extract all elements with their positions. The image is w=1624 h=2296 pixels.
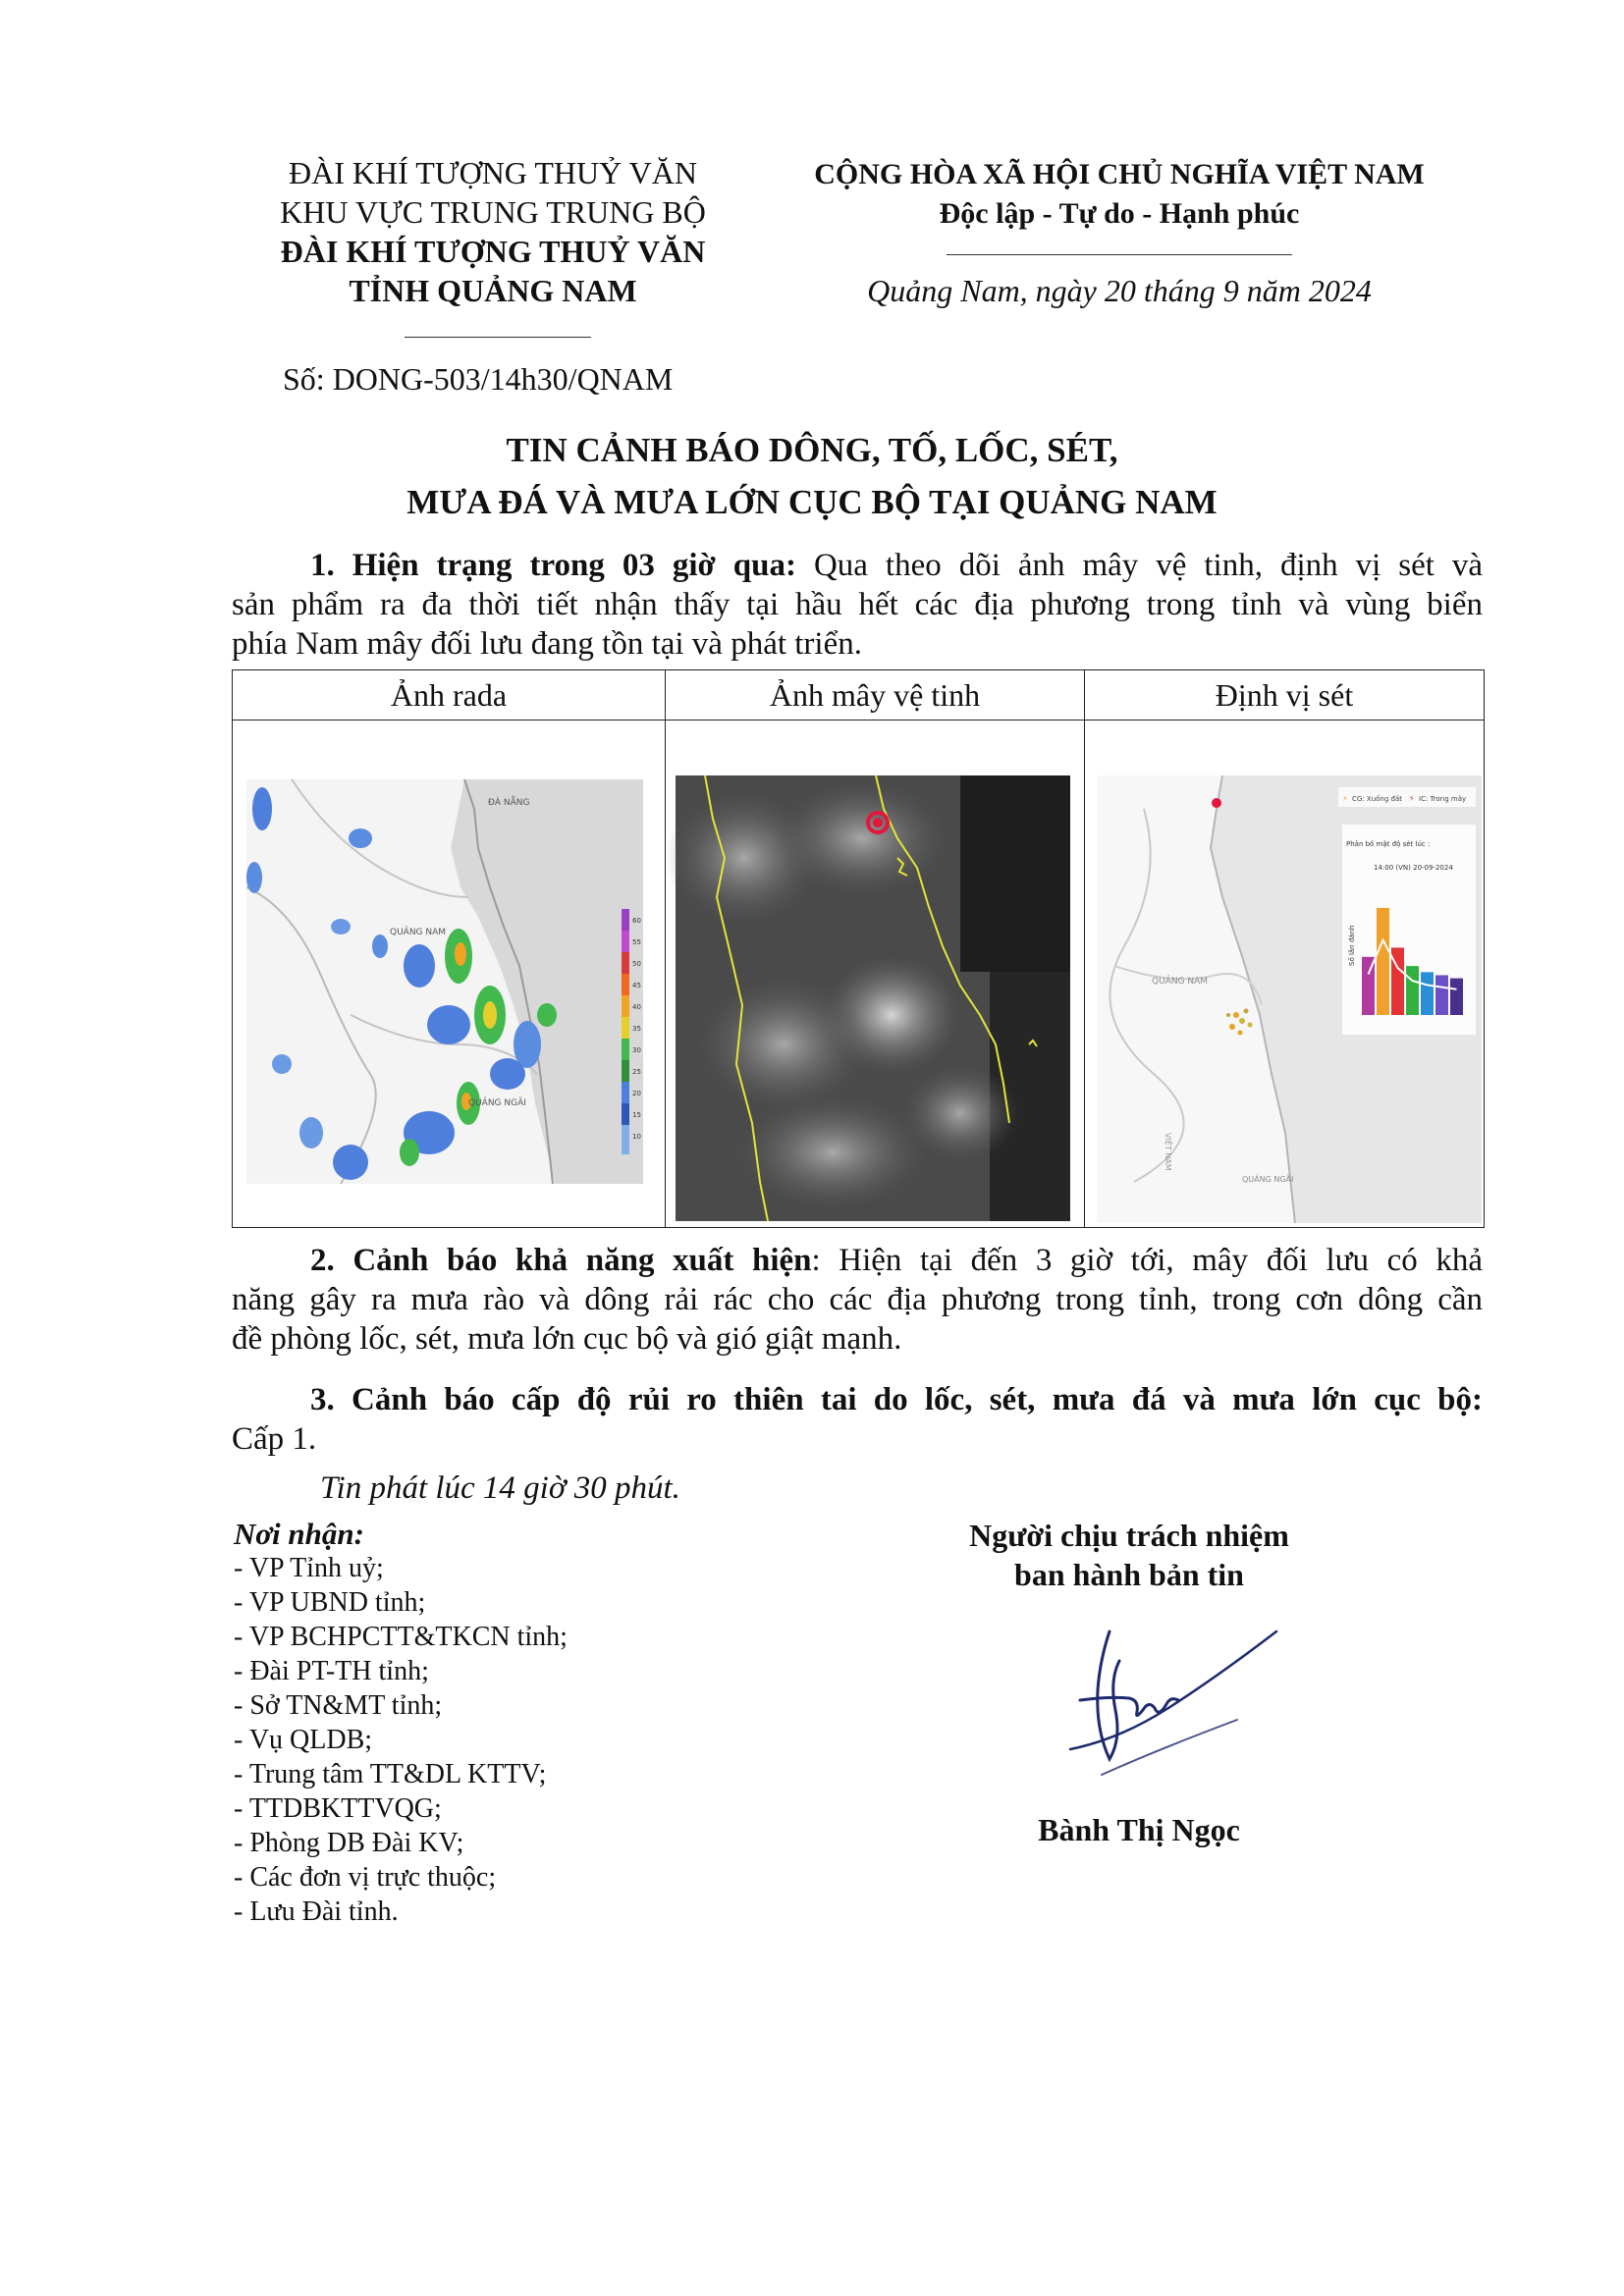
density-bar bbox=[1406, 966, 1419, 1015]
risk-level-value: Cấp 1. bbox=[232, 1421, 317, 1457]
radar-scale-tick: 35 bbox=[632, 1025, 641, 1033]
signer-title-line1: Người chịu trách nhiệm bbox=[969, 1518, 1289, 1553]
satellite-image-cell bbox=[666, 721, 1085, 1228]
recipient-item: - Trung tâm TT&DL KTTV; bbox=[234, 1759, 547, 1789]
section2-heading: 2. Cảnh báo khả năng xuất hiện bbox=[310, 1243, 812, 1278]
radar-scale-tick: 45 bbox=[632, 982, 641, 989]
section1-heading: 1. Hiện trạng trong 03 giờ qua: bbox=[310, 548, 796, 583]
legend-ic: IC: Trong mây bbox=[1419, 795, 1467, 803]
recipient-item: - Đài PT-TH tỉnh; bbox=[234, 1656, 429, 1686]
section1-text-1: Qua theo dõi ảnh mây vệ tinh, định vị sét và bbox=[813, 548, 1484, 583]
density-bar bbox=[1377, 908, 1389, 1015]
recipients bbox=[234, 1518, 784, 1929]
section1-text-2: sản phẩm ra đa thời tiết nhận thấy tại hầu hết các địa phương trong tỉnh và vùng biển bbox=[232, 587, 1483, 622]
radar-scale-tick: 20 bbox=[632, 1090, 641, 1097]
recipient-item: - VP UBND tỉnh; bbox=[234, 1587, 426, 1618]
agency-parent-line2: KHU VỰC TRUNG TRUNG BỘ bbox=[280, 194, 706, 230]
agency-header bbox=[228, 153, 758, 310]
signer-name: Bành Thị Ngọc bbox=[1038, 1812, 1240, 1847]
lightning-image-cell bbox=[1085, 721, 1485, 1228]
density-y-axis-label: Số lần đánh bbox=[1348, 925, 1356, 966]
section3-heading: 3. Cảnh báo cấp độ rủi ro thiên tai do lốc, sét, mưa đá và mưa lớn cục bộ: bbox=[310, 1382, 1483, 1417]
agency-name-line2: TỈNH QUẢNG NAM bbox=[349, 273, 637, 308]
density-bar bbox=[1421, 972, 1434, 1015]
radar-label-danang: ĐÀ NẴNG bbox=[488, 798, 530, 808]
recipient-item: - Sở TN&MT tỉnh; bbox=[234, 1690, 443, 1721]
lightning-density-panel bbox=[1342, 825, 1476, 1035]
bulletin-title-line1: TIN CẢNH BÁO DÔNG, TỐ, LỐC, SÉT, bbox=[506, 431, 1118, 469]
lightning-map bbox=[1085, 721, 1484, 1227]
recipient-item: - VP BCHPCTT&TKCN tỉnh; bbox=[234, 1622, 568, 1652]
recipient-item: - Lưu Đài tỉnh. bbox=[234, 1896, 399, 1927]
section1-text-3: phía Nam mây đối lưu đang tồn tại và phát triển. bbox=[232, 626, 862, 662]
signature-block bbox=[923, 1516, 1335, 1594]
observation-images-table bbox=[232, 669, 1485, 1228]
section2-text-2: năng gây ra mưa rào và dông rải rác cho các địa phương trong tỉnh, trong cơn dông cần bbox=[232, 1282, 1483, 1317]
radar-color-scale bbox=[622, 909, 629, 1154]
agency-parent-line1: ĐÀI KHÍ TƯỢNG THUỶ VĂN bbox=[289, 155, 697, 190]
section2-text-1: : Hiện tại đến 3 giờ tới, mây đối lưu có khả bbox=[811, 1243, 1483, 1278]
svg-text:⚡: ⚡ bbox=[1342, 794, 1348, 803]
national-motto: Độc lập - Tự do - Hạnh phúc bbox=[939, 197, 1300, 230]
signer-title-line2: ban hành bản tin bbox=[1014, 1557, 1244, 1592]
agency-name-line1: ĐÀI KHÍ TƯỢNG THUỶ VĂN bbox=[280, 234, 706, 269]
section-risk-level bbox=[232, 1380, 1483, 1459]
radar-scale-tick: 50 bbox=[632, 960, 641, 968]
density-bar bbox=[1450, 979, 1463, 1015]
density-time: 14:00 (VN) 20-09-2024 bbox=[1374, 864, 1453, 872]
section-current-status bbox=[232, 546, 1483, 664]
recipient-item: - Các đơn vị trực thuộc; bbox=[234, 1862, 497, 1893]
handwritten-signature bbox=[1041, 1602, 1296, 1798]
national-title: CỘNG HÒA XÃ HỘI CHỦ NGHĨA VIỆT NAM bbox=[814, 158, 1425, 190]
radar-image-cell bbox=[233, 721, 666, 1228]
svg-text:⚡: ⚡ bbox=[1409, 794, 1415, 803]
col-radar-header: Ảnh rada bbox=[233, 670, 666, 721]
issue-date: Quảng Nam, ngày 20 tháng 9 năm 2024 bbox=[867, 273, 1372, 308]
radar-image bbox=[233, 721, 665, 1227]
density-title: Phân bố mật độ sét lúc : bbox=[1346, 840, 1431, 848]
section2-text-3: đề phòng lốc, sét, mưa lớn cục bộ và gió giật mạnh. bbox=[232, 1321, 902, 1357]
radar-scale-tick: 25 bbox=[632, 1068, 641, 1076]
recipient-item: - VP Tỉnh uỷ; bbox=[234, 1553, 384, 1583]
recipient-item: - Vụ QLDB; bbox=[234, 1725, 373, 1755]
radar-scale-tick: 40 bbox=[632, 1003, 641, 1011]
lightning-legend bbox=[1338, 787, 1476, 807]
recipient-item: - Phòng DB Đài KV; bbox=[234, 1828, 464, 1858]
lightning-label-quangnam: QUẢNG NAM bbox=[1152, 977, 1209, 987]
recipient-item: - TTDBKTTVQG; bbox=[234, 1793, 442, 1824]
radar-label-quangnam: QUẢNG NAM bbox=[390, 928, 447, 937]
recipients-title: Nơi nhận: bbox=[234, 1517, 364, 1551]
radar-scale-tick: 30 bbox=[632, 1046, 641, 1054]
col-satellite-header: Ảnh mây vệ tinh bbox=[666, 670, 1085, 721]
radar-scale-tick: 55 bbox=[632, 938, 641, 946]
section-forecast bbox=[232, 1241, 1483, 1359]
radar-scale-tick: 60 bbox=[632, 917, 641, 925]
legend-cg: CG: Xuống đất bbox=[1352, 795, 1402, 803]
bulletin-title-line2: MƯA ĐÁ VÀ MƯA LỚN CỤC BỘ TẠI QUẢNG NAM bbox=[406, 483, 1218, 521]
col-lightning-header: Định vị sét bbox=[1085, 670, 1485, 721]
motto-underline bbox=[947, 254, 1292, 255]
agency-underline bbox=[405, 337, 591, 338]
lightning-label-quangngai: QUẢNG NGÃI bbox=[1242, 1175, 1294, 1184]
satellite-image bbox=[666, 721, 1084, 1227]
radar-label-quangngai: QUẢNG NGÃI bbox=[468, 1098, 526, 1108]
doc-number: Số: DONG-503/14h30/QNAM bbox=[283, 361, 674, 397]
radar-scale-tick: 10 bbox=[632, 1133, 641, 1141]
lightning-label-vietnam: VIỆT NAM bbox=[1164, 1133, 1172, 1171]
density-bar bbox=[1435, 975, 1448, 1015]
issued-time: Tin phát lúc 14 giờ 30 phút. bbox=[320, 1470, 680, 1506]
radar-scale-tick: 15 bbox=[632, 1111, 641, 1119]
